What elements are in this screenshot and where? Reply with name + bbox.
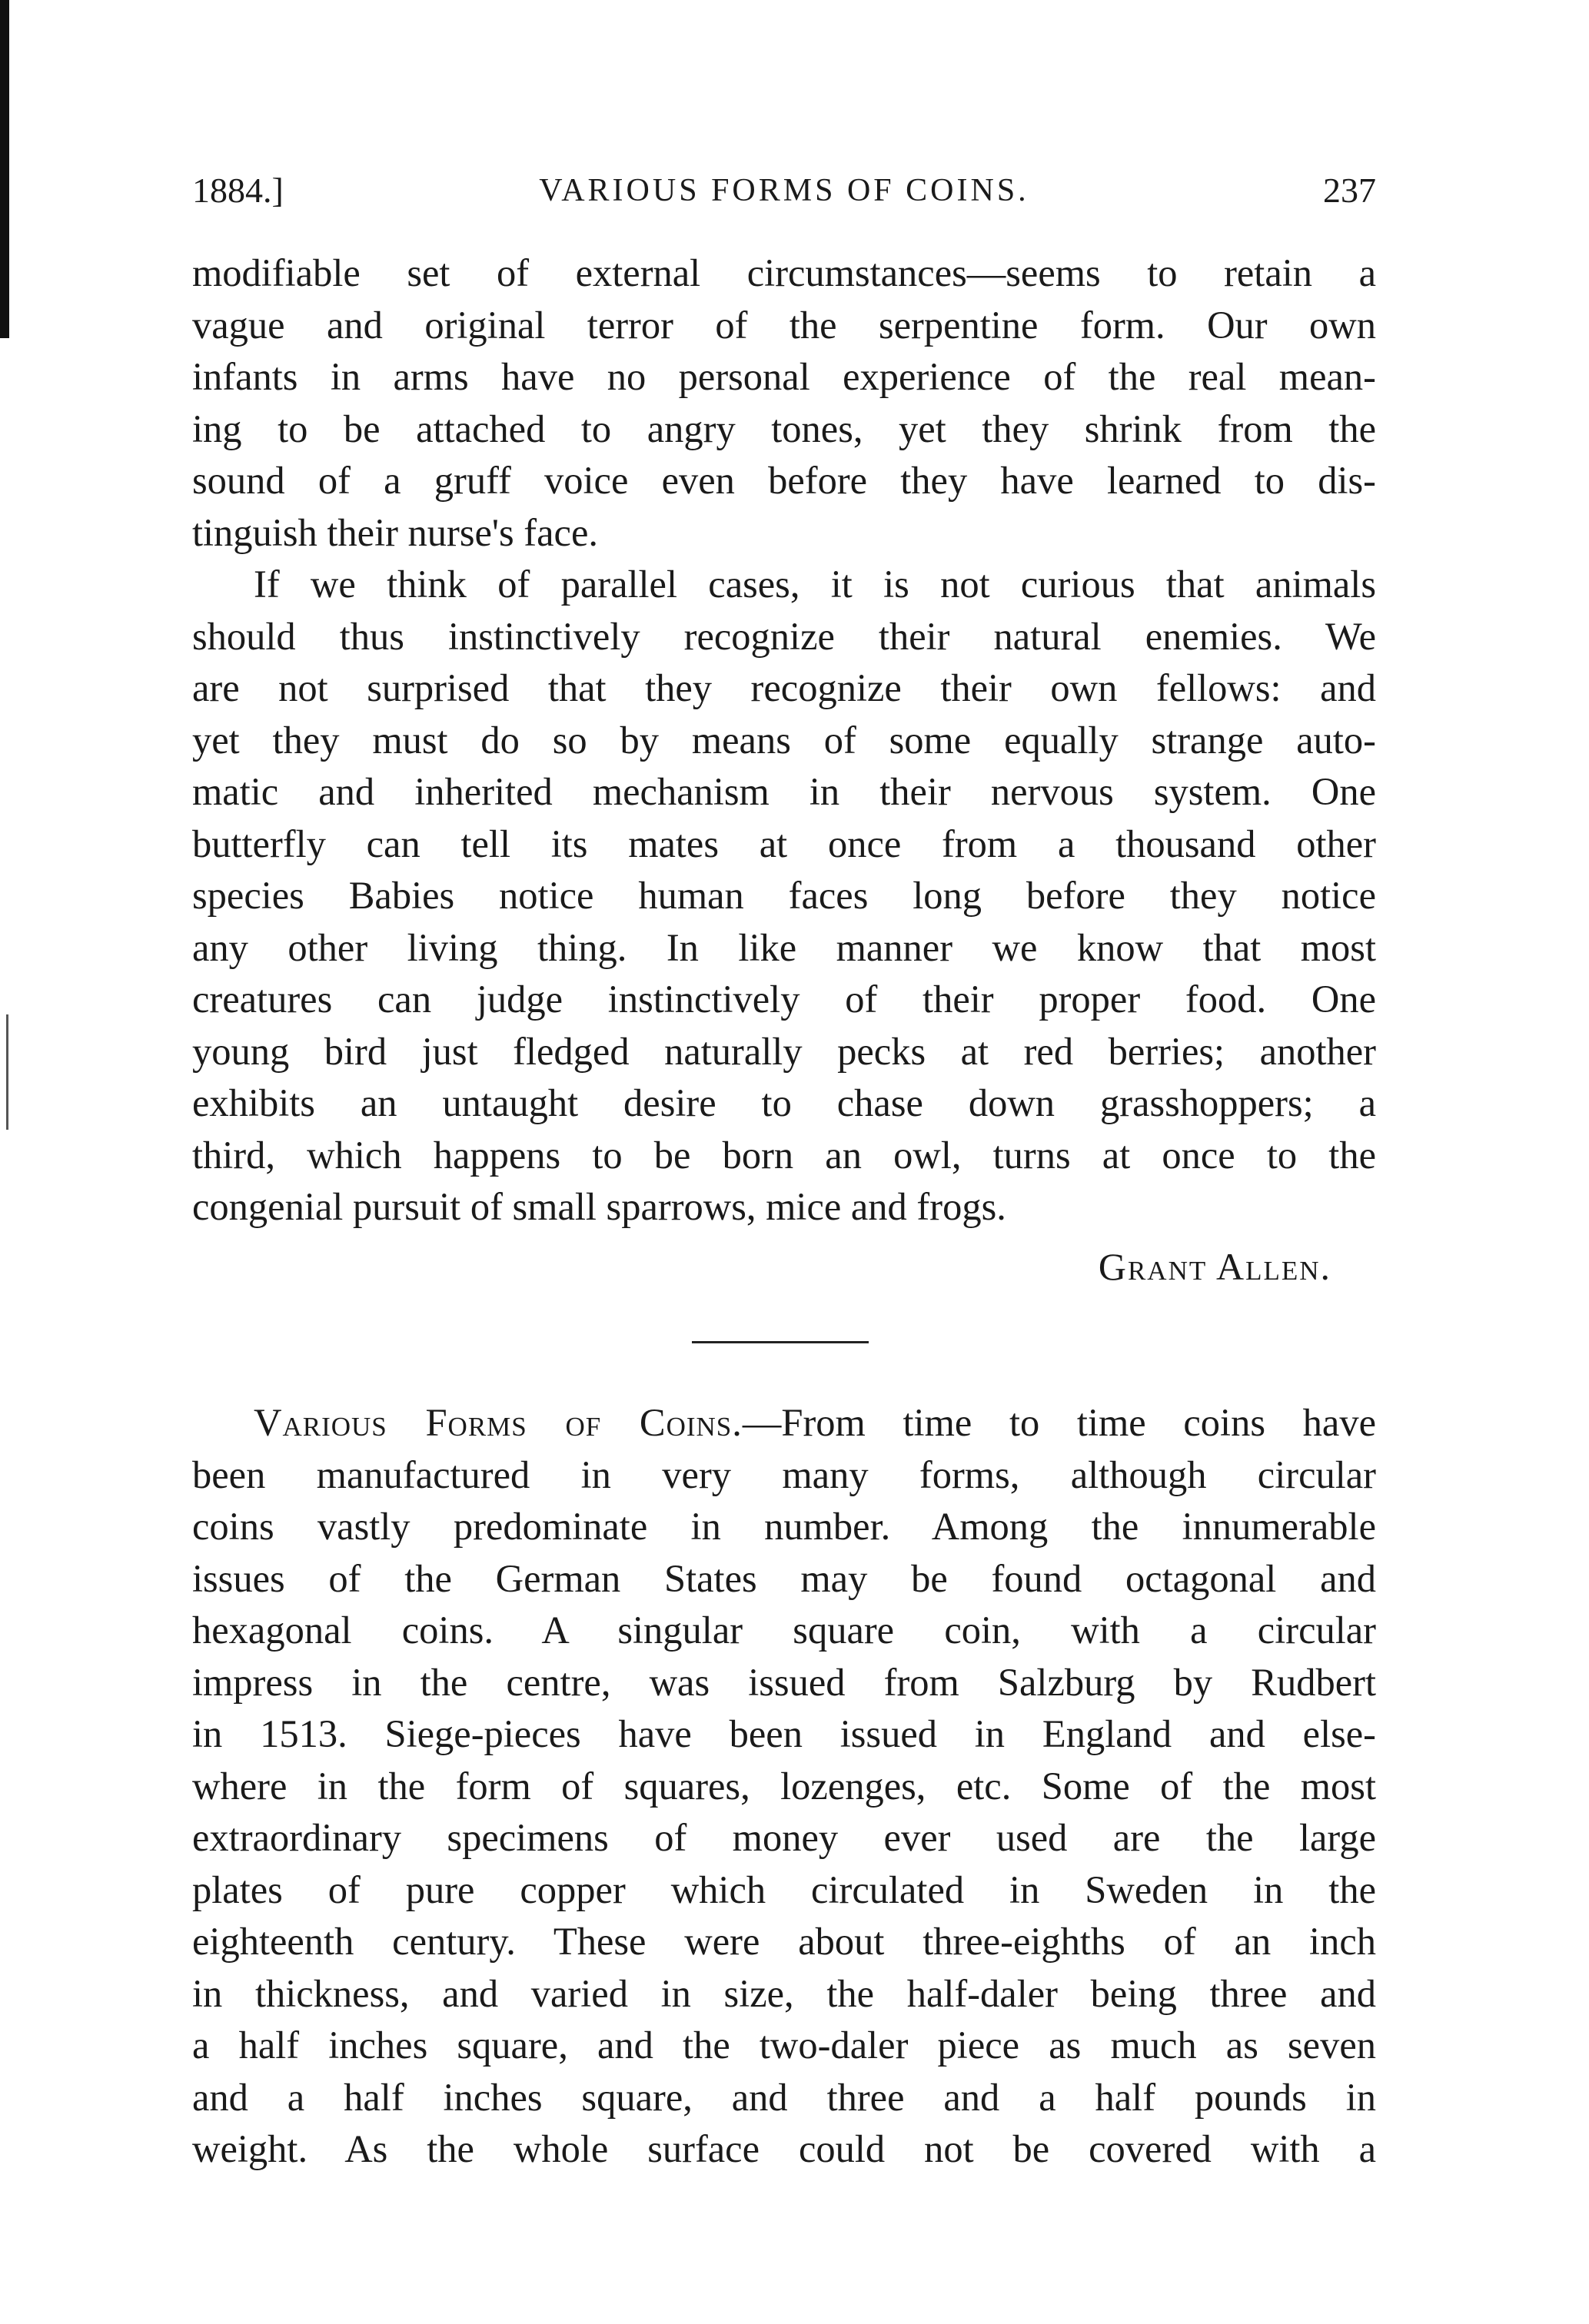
- text-line: where in the form of squares, lozenges, etc. Some of the most: [192, 1764, 1376, 1808]
- text-line: and a half inches square, and three and a half pounds in: [192, 2075, 1376, 2119]
- text-line: in thickness, and varied in size, the half-daler being three and: [192, 1971, 1376, 2015]
- text-line: weight. As the whole surface could not be covered with a: [192, 2127, 1376, 2170]
- text-line: tinguish their nurse's face.: [192, 510, 598, 554]
- text-line: in 1513. Siege-pieces have been issued in England and else-: [192, 1712, 1376, 1755]
- text-line: are not surprised that they recognize their own fellows: and: [192, 666, 1376, 709]
- running-head: [192, 168, 1376, 214]
- article-allen-body: [192, 247, 1376, 1233]
- text-line: sound of a gruff voice even before they have learned to dis-: [192, 459, 1376, 502]
- text-line: extraordinary specimens of money ever used are the large: [192, 1816, 1376, 1859]
- article-heading: Various Forms of Coins.: [254, 1401, 743, 1444]
- page-binding-edge: [0, 0, 9, 338]
- text-line: species Babies notice human faces long before they notice: [192, 874, 1376, 917]
- running-head-year: 1884.]: [192, 171, 284, 210]
- text-line: young bird just fledged naturally pecks at red berries; another: [192, 1029, 1376, 1073]
- text-line: any other living thing. In like manner we know that most: [192, 925, 1376, 969]
- author-signature: Grant Allen.: [1098, 1245, 1331, 1288]
- text-line: exhibits an untaught desire to chase down grasshoppers; a: [192, 1081, 1376, 1124]
- text-line: should thus instinctively recognize their natural enemies. We: [192, 614, 1376, 658]
- text-line: plates of pure copper which circulated in Sweden in the: [192, 1868, 1376, 1911]
- article-coins-body: [192, 1397, 1376, 2176]
- text-line: coins vastly predominate in number. Among the innumerable: [192, 1505, 1376, 1548]
- text-line: hexagonal coins. A singular square coin, with a circular: [192, 1609, 1376, 1652]
- text-line: infants in arms have no personal experience of the real mean-: [192, 355, 1376, 398]
- text-line: congenial pursuit of small sparrows, mice and frogs.: [192, 1185, 1006, 1228]
- running-head-title: VARIOUS FORMS OF COINS.: [539, 173, 1029, 208]
- text-line: vague and original terror of the serpentine form. Our own: [192, 303, 1376, 347]
- page-binding-edge-lower: [6, 1014, 8, 1130]
- text-line: yet they must do so by means of some equally strange auto-: [192, 718, 1376, 762]
- text-line: a half inches square, and the two-daler piece as much as seven: [192, 2024, 1376, 2067]
- paragraph-start-line: If we think of parallel cases, it is not curious that animals: [254, 563, 1376, 606]
- text-line: butterfly can tell its mates at once from a thousand other: [192, 822, 1376, 865]
- article-heading-line: [192, 1397, 1376, 1449]
- text-line: modifiable set of external circumstances—seems to retain a: [192, 251, 1376, 294]
- text-line: third, which happens to be born an owl, turns at once to the: [192, 1133, 1376, 1177]
- text-line: impress in the centre, was issued from Salzburg by Rudbert: [192, 1660, 1376, 1704]
- text-line: been manufactured in very many forms, although circular: [192, 1452, 1376, 1496]
- section-divider: [692, 1341, 869, 1343]
- text-line: eighteenth century. These were about three-eighths of an inch: [192, 1920, 1376, 1963]
- text-line: issues of the German States may be found octagonal and: [192, 1556, 1376, 1600]
- page-number: 237: [1323, 171, 1376, 210]
- text-line: ing to be attached to angry tones, yet they shrink from the: [192, 407, 1376, 450]
- heading-line-rest: —From time to time coins have: [742, 1401, 1377, 1444]
- text-line: creatures can judge instinctively of their proper food. One: [192, 978, 1376, 1021]
- text-line: matic and inherited mechanism in their nervous system. One: [192, 770, 1376, 813]
